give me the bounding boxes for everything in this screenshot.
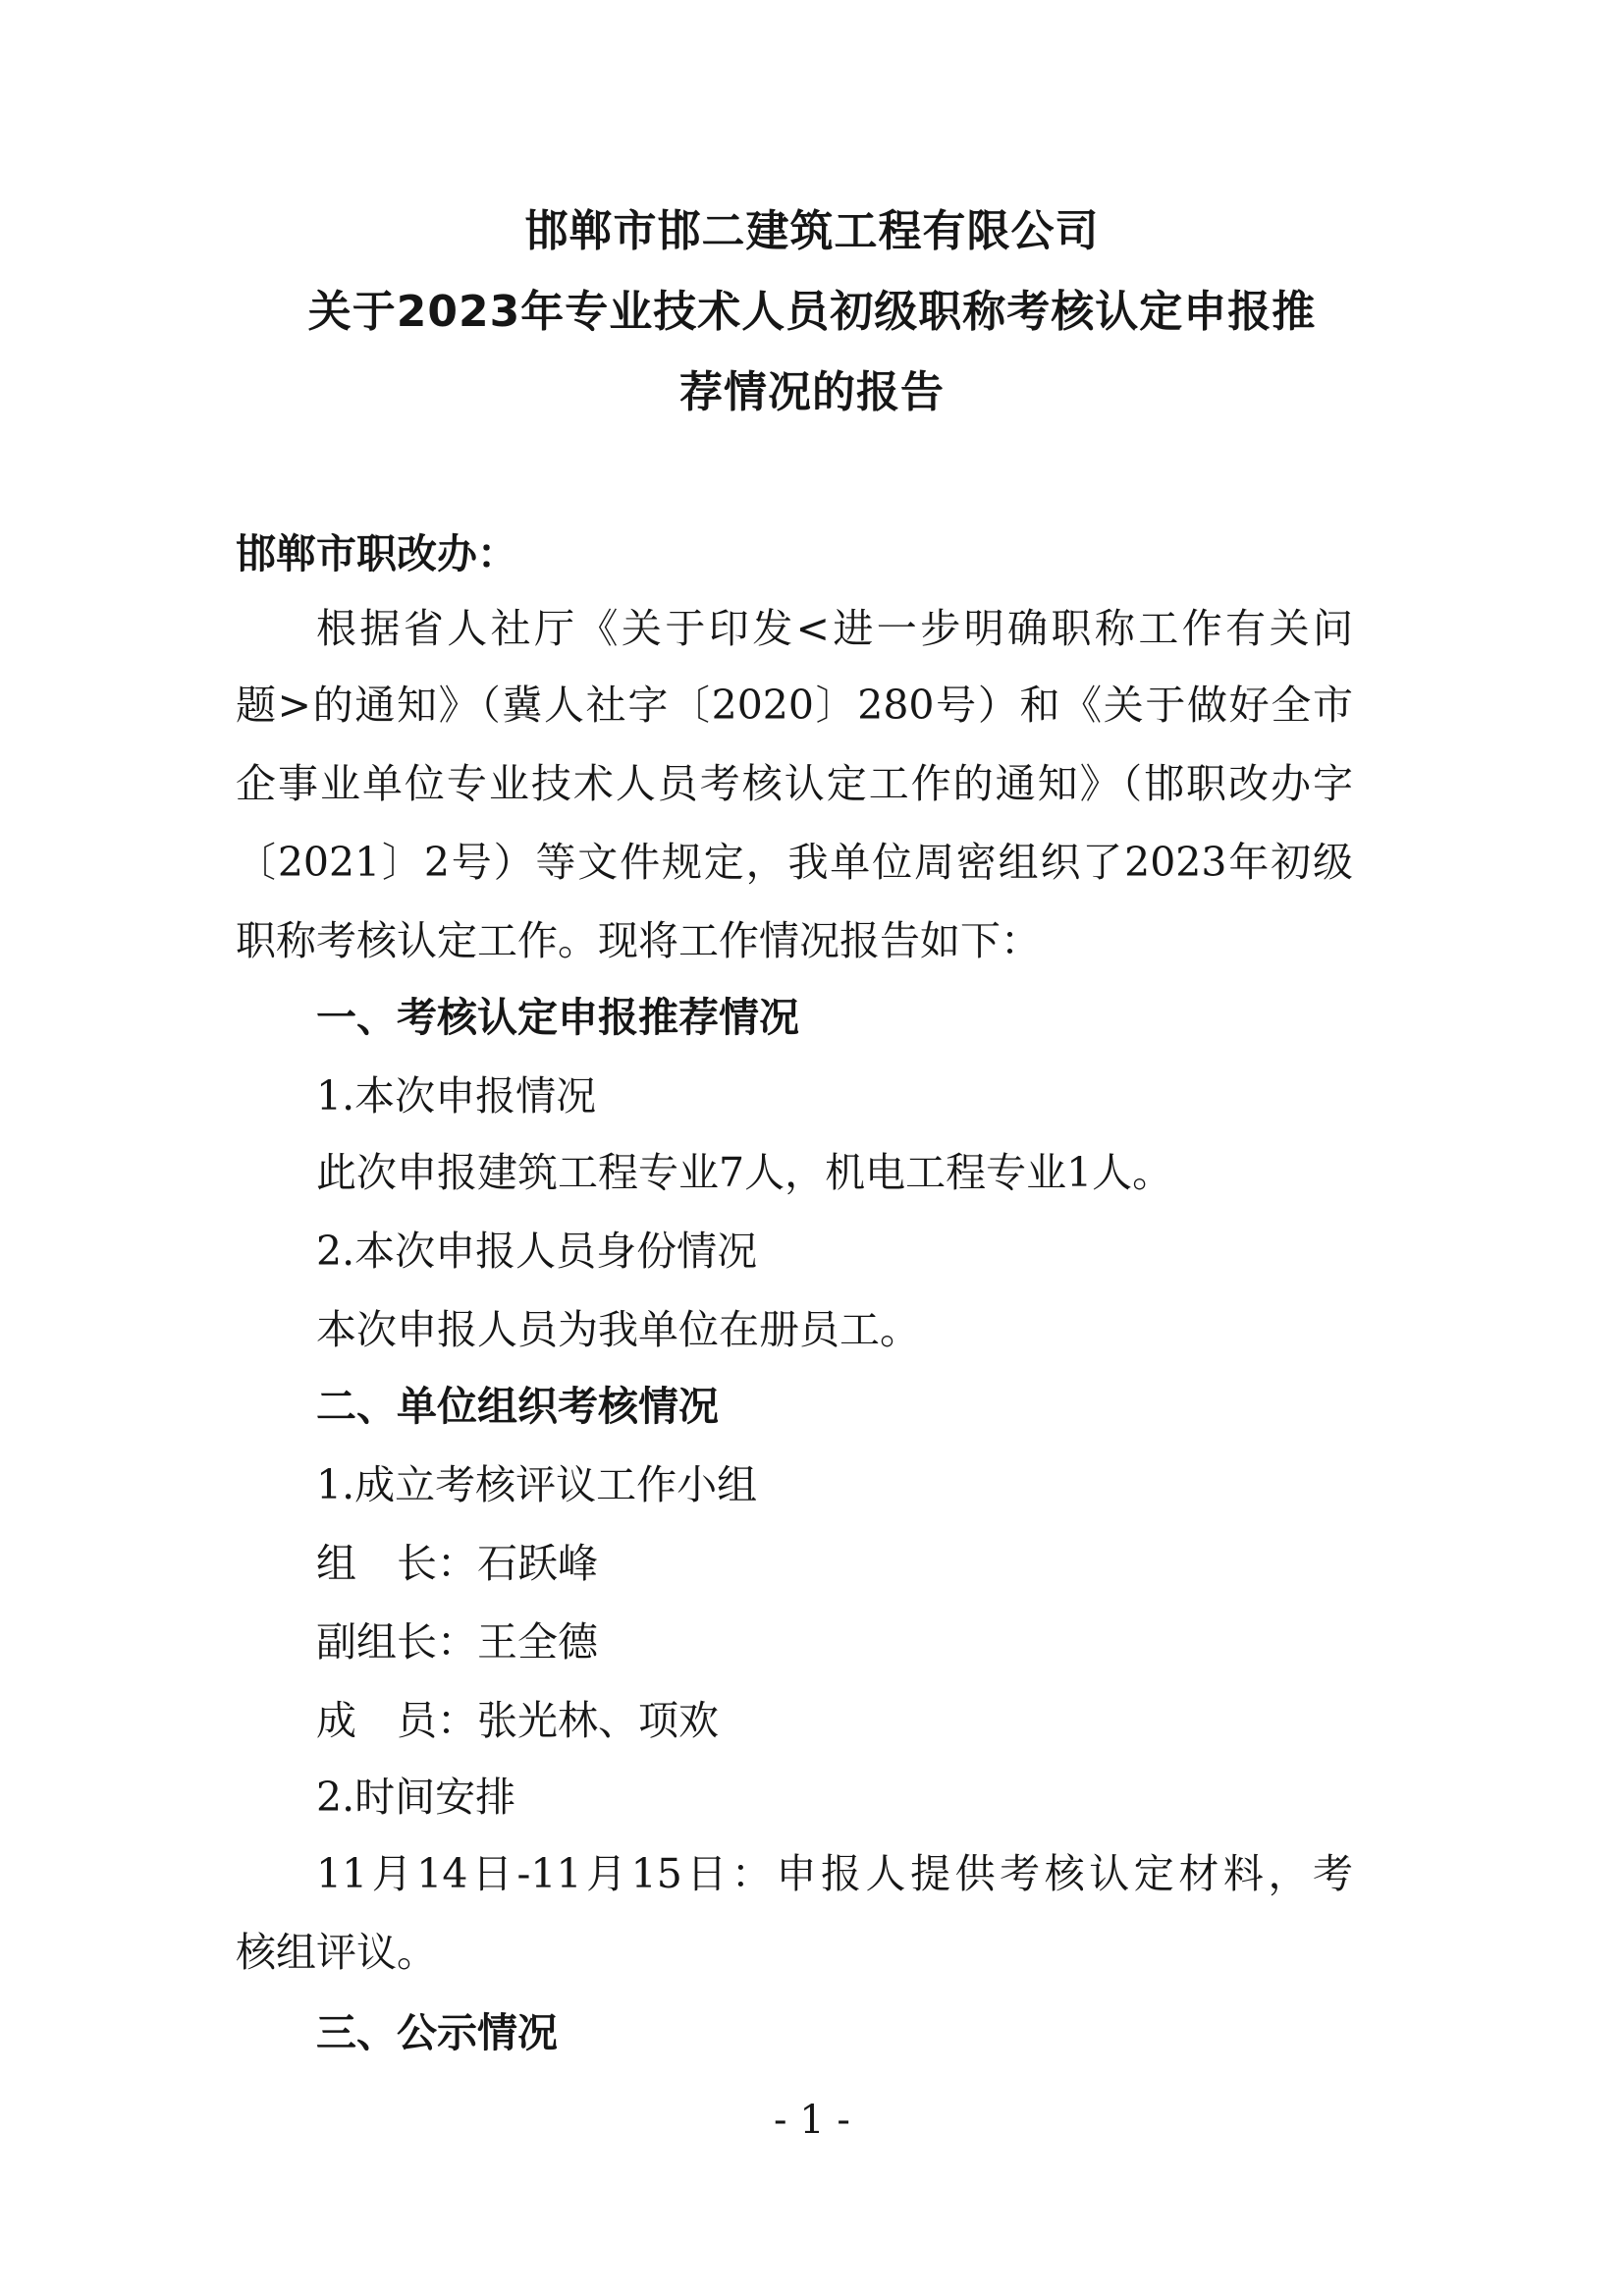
salutation: 邯郸市职改办： bbox=[236, 530, 517, 577]
section-2-heading: 二、单位组织考核情况 bbox=[316, 1383, 719, 1430]
group-deputy: 副组长：王全德 bbox=[316, 1618, 598, 1666]
intro-line-5: 职称考核认定工作。现将工作情况报告如下： bbox=[236, 917, 1041, 964]
section-1-sub-2-text: 本次申报人员为我单位在册员工。 bbox=[316, 1306, 920, 1353]
group-members: 成 员：张光林、项欢 bbox=[316, 1697, 719, 1744]
section-1-heading: 一、考核认定申报推荐情况 bbox=[316, 994, 799, 1041]
title-line-2: 关于2023年专业技术人员初级职称考核认定申报推 bbox=[307, 287, 1317, 337]
intro-line-4: 〔2021〕2号）等文件规定，我单位周密组织了2023年初级 bbox=[236, 839, 1353, 886]
schedule-line-2: 核组评议。 bbox=[236, 1929, 437, 1976]
title-line-1: 邯郸市邯二建筑工程有限公司 bbox=[524, 206, 1100, 256]
section-1-sub-1: 1.本次申报情况 bbox=[316, 1072, 597, 1120]
section-1-sub-2: 2.本次申报人员身份情况 bbox=[316, 1228, 758, 1275]
intro-line-2: 题>的通知》（冀人社字〔2020〕280号）和《关于做好全市 bbox=[236, 682, 1353, 729]
schedule-line-1: 11月14日-11月15日：申报人提供考核认定材料，考 bbox=[316, 1850, 1353, 1897]
group-leader: 组 长：石跃峰 bbox=[316, 1540, 598, 1587]
section-2-sub-2: 2.时间安排 bbox=[316, 1774, 516, 1821]
title-line-3: 荐情况的报告 bbox=[679, 367, 945, 417]
intro-line-3: 企事业单位专业技术人员考核认定工作的通知》（邯职改办字 bbox=[236, 760, 1353, 807]
section-1-sub-1-text: 此次申报建筑工程专业7人，机电工程专业1人。 bbox=[316, 1149, 1173, 1196]
section-2-sub-1: 1.成立考核评议工作小组 bbox=[316, 1461, 758, 1508]
section-3-heading: 三、公示情况 bbox=[316, 2009, 558, 2056]
page-number: - 1 - bbox=[774, 2098, 850, 2143]
intro-line-1: 根据省人社厅《关于印发<进一步明确职称工作有关问 bbox=[316, 605, 1353, 652]
